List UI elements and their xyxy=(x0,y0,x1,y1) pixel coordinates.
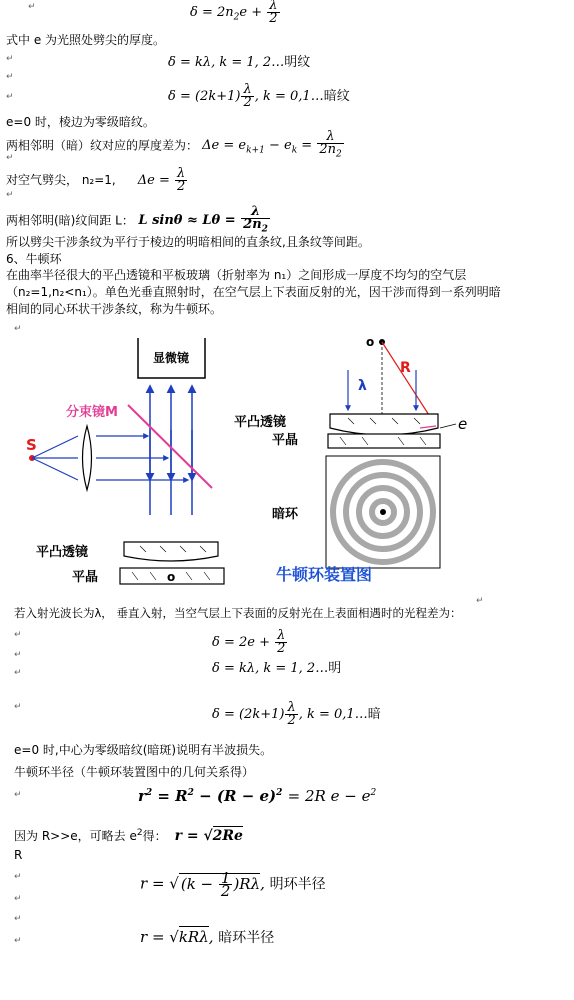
paragraph-e-definition: 式中 e 为光照处劈尖的厚度。 xyxy=(6,33,166,47)
paragraph-incident-light: 若入射光波长为λ， 垂直入射，当空气层上下表面的反射光在上表面相遇时的光程差为： xyxy=(14,606,462,620)
return-mark: ↵ xyxy=(6,72,14,82)
return-mark: ↵ xyxy=(14,702,22,712)
right-lens-label: 平凸透镜 xyxy=(234,415,287,430)
paragraph-half-wave-loss: e=0 时,中心为零级暗纹(暗斑)说明有半波损失。 xyxy=(14,743,273,757)
formula-path-difference-newton: δ = 2e + $\frac{\lambda}{2}$ xyxy=(212,628,286,656)
section-title-newton-rings: 6、牛顿环 xyxy=(6,252,62,266)
return-mark: ↵ xyxy=(6,153,14,163)
return-mark: ↵ xyxy=(14,668,22,678)
return-mark: ↵ xyxy=(14,790,22,800)
vertical-rays xyxy=(150,386,192,515)
return-mark: ↵ xyxy=(14,324,22,334)
paragraph-newton-line1: 在曲率半径很大的平凸透镜和平板玻璃（折射率为 n₁）之间形成一厚度不均匀的空气层 xyxy=(6,268,467,282)
right-plate-label: 平晶 xyxy=(272,433,299,448)
return-mark: ↵ xyxy=(28,2,36,12)
radius-label: R xyxy=(400,360,411,376)
label-dark-newton: 暗 xyxy=(367,707,381,722)
source-rays xyxy=(32,436,188,480)
left-plano-convex-lens xyxy=(124,542,218,561)
thickness-label: e xyxy=(458,415,468,433)
ring-center-dot xyxy=(380,509,386,515)
wavelength-label: λ xyxy=(358,378,367,394)
beam-splitter-mirror xyxy=(128,405,212,488)
thickness-pointer xyxy=(440,424,456,428)
return-mark: ↵ xyxy=(14,914,22,924)
left-center-label: o xyxy=(167,570,176,584)
dark-ring-label: 暗环 xyxy=(272,507,299,522)
source-label: S xyxy=(26,436,37,454)
paragraph-conclusion: 所以劈尖干涉条纹为平行于棱边的明暗相间的直条纹,且条纹等间距。 xyxy=(6,235,370,249)
microscope-label: 显微镜 xyxy=(152,351,190,365)
return-mark: ↵ xyxy=(14,630,22,640)
paragraph-thickness-difference: 两相邻明（暗）纹对应的厚度差为： $\Delta e = e_{k+1} - e_k$ = $\frac{\lambda}{2n_2}$ xyxy=(6,129,342,160)
paragraph-air-wedge: 对空气劈尖， n₂=1, Δe = $\frac{\lambda}{2}$ xyxy=(6,166,186,194)
label-bright-newton: 明 xyxy=(328,661,342,676)
radius-line xyxy=(382,342,436,426)
newton-ring-figure xyxy=(0,330,574,600)
left-lens-label: 平凸透镜 xyxy=(36,545,89,560)
return-mark: ↵ xyxy=(14,894,22,904)
beam-splitter-label: 分束镜M xyxy=(66,405,118,420)
formula-bright-newton: δ = kλ, k = 1, 2…明 xyxy=(212,661,342,676)
formula-radius-geometry: $r^2 = R^2 - (R - e)^2 = 2R$ $e - e^2$ xyxy=(138,787,377,805)
dark-ring-label: 暗环半径 xyxy=(218,930,275,946)
formula-path-difference-wedge: $\delta = 2n_2e$ + $\frac{\lambda}{2}$ xyxy=(190,0,278,26)
return-mark: ↵ xyxy=(14,872,22,882)
paragraph-ring-radius: 牛顿环半径（牛顿环装置图中的几何关系得） xyxy=(14,765,255,779)
paragraph-approximation: 因为 R>>e，可略去 $e^2$得： r = √2Re xyxy=(14,828,243,844)
return-mark: ↵ xyxy=(14,936,22,946)
formula-bright-ring-radius: r = √ (k − $\frac{1}{2}$ )Rλ, 明环半径 xyxy=(140,869,326,900)
bright-ring-label: 明环半径 xyxy=(269,876,326,893)
label-dark: 暗纹 xyxy=(323,89,350,104)
paragraph-edge-dark: e=0 时，棱边为零级暗纹。 xyxy=(6,115,155,129)
paragraph-newton-line2: （n₂=1,n₂<n₁）。单色光垂直照射时，在空气层上下表面反射的光，因干涉而得到一系列明暗 xyxy=(6,285,501,299)
top-point-label: o xyxy=(366,335,375,349)
right-plano-convex-lens xyxy=(330,414,438,435)
return-mark: ↵ xyxy=(6,54,14,64)
paragraph-r-label: R xyxy=(14,848,23,862)
label-bright: 明纹 xyxy=(284,55,311,70)
paragraph-fringe-spacing: 两相邻明(暗)纹间距 L： L sinθ ≈ Lθ = $\frac{\lambda}{2n_2}$ xyxy=(6,204,268,235)
figure-caption: 牛顿环装置图 xyxy=(276,565,373,584)
return-mark: ↵ xyxy=(6,92,14,102)
microscope xyxy=(138,338,205,378)
formula-bright-wedge: δ = kλ, k = 1, 2…明纹 xyxy=(168,55,311,70)
formula-dark-ring-radius: r = √kRλ, 暗环半径 xyxy=(140,928,275,946)
paragraph-newton-line3: 相间的同心环状干涉条纹，称为牛顿环。 xyxy=(6,302,223,316)
return-mark: ↵ xyxy=(476,596,484,606)
formula-dark-wedge: δ = (2k+1) $\frac{\lambda}{2}$ , k = 0,1…暗纹 xyxy=(168,82,350,110)
return-mark: ↵ xyxy=(6,190,14,200)
left-plate-label: 平晶 xyxy=(72,570,99,585)
collimating-lens xyxy=(83,426,92,490)
formula-dark-newton: δ = (2k+1) $\frac{\lambda}{2}$ , k = 0,1…暗 xyxy=(212,700,381,728)
return-mark: ↵ xyxy=(14,650,22,660)
